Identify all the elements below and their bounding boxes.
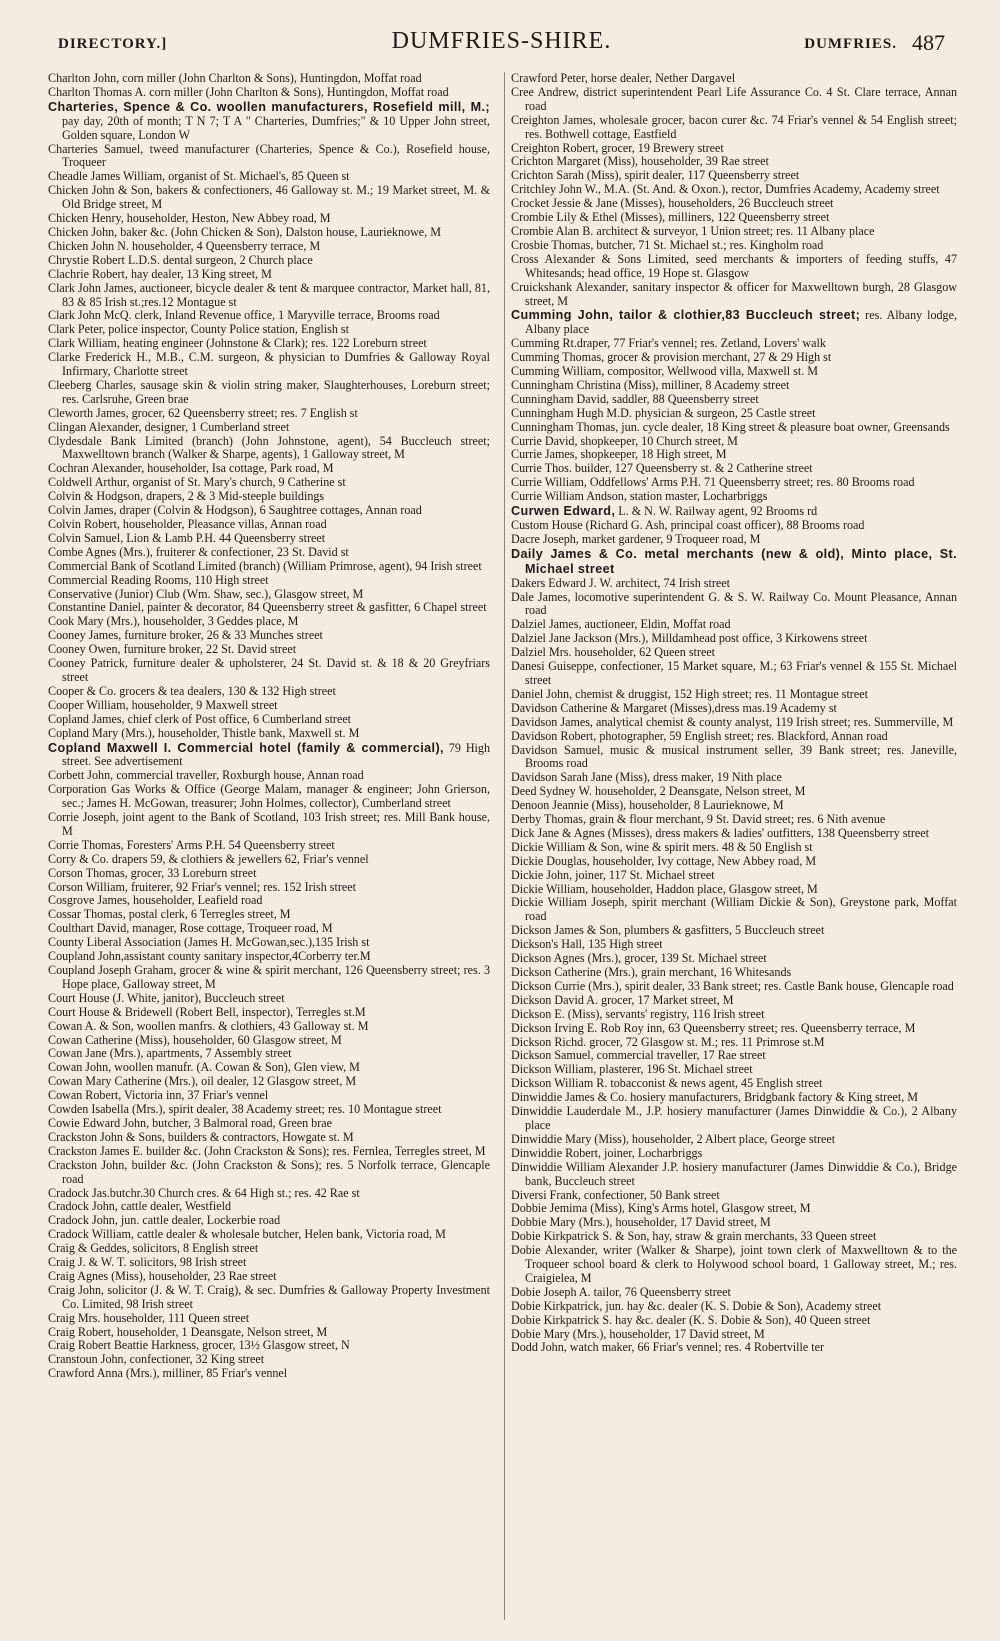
directory-entry: Cradock Jas.butchr.30 Church cres. & 64 High st.; res. 42 Rae st (48, 1185, 360, 1200)
directory-entry: Craig J. & W. T. solicitors, 98 Irish street (48, 1255, 247, 1270)
directory-entry: Davidson Samuel, music & musical instrument seller, 39 Bank street; res. Janeville, Brooms road (511, 742, 957, 771)
directory-entry: Cleworth James, grocer, 62 Queensberry street; res. 7 English st (48, 405, 358, 420)
directory-entry: Clachrie Robert, hay dealer, 13 King street, M (48, 266, 272, 281)
directory-entry: Davidson Robert, photographer, 59 English street; res. Blackford, Annan road (511, 728, 888, 743)
directory-entry: Clydesdale Bank Limited (branch) (John Johnstone, agent), 54 Buccleuch street; Maxwelltown branch (Walker & Sharpe, agents), 1 Galloway street, M (48, 433, 490, 462)
directory-entry: Corrie Thomas, Foresters' Arms P.H. 54 Queensberry street (48, 837, 335, 852)
directory-entry: Crawford Peter, horse dealer, Nether Dargavel (511, 71, 736, 85)
directory-entry: Cunningham David, saddler, 88 Queensberry street (511, 391, 759, 406)
directory-entry: Daniel John, chemist & druggist, 152 High street; res. 11 Montague street (511, 686, 868, 701)
directory-entry: Colvin Samuel, Lion & Lamb P.H. 44 Queensberry street (48, 530, 326, 545)
directory-entry: Davidson Catherine & Margaret (Misses),dress mas.19 Academy st (511, 700, 837, 715)
directory-entry: Dobie Alexander, writer (Walker & Sharpe), joint town clerk of Maxwelltown & to the Troqueer school board & clerk to Holywood school board, 1 Galloway street, M.; res. Craigielea, M (511, 1243, 957, 1285)
directory-entry: Clark John McQ. clerk, Inland Revenue office, 1 Maryville terrace, Brooms road (48, 308, 440, 323)
directory-entry: Derby Thomas, grain & flour merchant, 9 St. David street; res. 6 Nith avenue (511, 812, 886, 827)
directory-entry: Cunningham Hugh M.D. physician & surgeon, 25 Castle street (511, 405, 816, 420)
directory-entry: Corbett John, commercial traveller, Roxburgh house, Annan road (48, 768, 364, 783)
directory-entry: Dickson William, plasterer, 196 St. Michael street (511, 1062, 753, 1077)
entry-details: pay day, 20th of month; T N 7; T A " Charteries, Dumfries;" & 10 Upper John street, Golden square, London W (62, 113, 490, 142)
directory-entry: Dalziel Mrs. householder, 62 Queen street (511, 645, 716, 660)
directory-entry: Currie James, shopkeeper, 18 High street, M (511, 447, 727, 462)
directory-entry: Clark Peter, police inspector, County Police station, English st (48, 322, 349, 337)
directory-entry: Chicken John N. householder, 4 Queensberry terrace, M (48, 238, 321, 253)
directory-entry (48, 100, 490, 143)
directory-entry: Dickie William, householder, Haddon place, Glasgow street, M (511, 881, 818, 896)
directory-entry: Constantine Daniel, painter & decorator, 84 Queensberry street & gasfitter, 6 Chapel street (48, 600, 487, 615)
directory-entry (511, 308, 957, 337)
directory-entry: Coulthart David, manager, Rose cottage, Troqueer road, M (48, 921, 333, 936)
directory-entry: Crombie Lily & Ethel (Misses), milliners, 122 Queensberry street (511, 210, 830, 225)
directory-entry: Cheadle James William, organist of St. Michael's, 85 Queen st (48, 169, 350, 184)
directory-entry: Cooney James, furniture broker, 26 & 33 Munches street (48, 628, 323, 643)
directory-entry: Cooney Owen, furniture broker, 22 St. David street (48, 642, 297, 657)
directory-entry: Dickson's Hall, 135 High street (511, 937, 663, 952)
directory-entry: Cooper & Co. grocers & tea dealers, 130 & 132 High street (48, 683, 336, 698)
directory-entry: Davidson Sarah Jane (Miss), dress maker, 19 Nith place (511, 770, 782, 785)
directory-entry: Coldwell Arthur, organist of St. Mary's church, 9 Catherine st (48, 475, 346, 490)
directory-entry: Denoon Jeannie (Miss), householder, 8 Laurieknowe, M (511, 798, 784, 813)
directory-entry: Conservative (Junior) Club (Wm. Shaw, sec.), Glasgow street, M (48, 586, 364, 601)
directory-entry: Charlton John, corn miller (John Charlton & Sons), Huntingdon, Moffat road (48, 71, 422, 85)
directory-entry: Corson William, fruiterer, 92 Friar's vennel; res. 152 Irish street (48, 879, 356, 894)
directory-entry: Chicken Henry, householder, Heston, New Abbey road, M (48, 211, 331, 226)
directory-entry: Dobie Kirkpatrick S. & Son, hay, straw & grain merchants, 33 Queen street (511, 1229, 877, 1244)
directory-entry: Dobie Kirkpatrick, jun. hay &c. dealer (K. S. Dobie & Son), Academy street (511, 1298, 882, 1313)
entry-name-bold: Charteries, Spence & Co. woollen manufacturers, Rosefield mill, M.; (48, 99, 490, 114)
directory-entry: Cowan John, woollen manufr. (A. Cowan & Son), Glen view, M (48, 1060, 360, 1075)
directory-entry: Corry & Co. drapers 59, & clothiers & jewellers 62, Friar's vennel (48, 851, 369, 866)
directory-entry: Dickson William R. tobacconist & news agent, 45 English street (511, 1076, 823, 1091)
directory-entry: Dobbie Mary (Mrs.), householder, 17 David street, M (511, 1215, 771, 1230)
directory-entry: Colvin & Hodgson, drapers, 2 & 3 Mid-steeple buildings (48, 489, 325, 504)
directory-entry: Clark John James, auctioneer, bicycle dealer & tent & marquee contractor, Market hall, 81, 83 & 85 Irish st.;res.12 Montague st (48, 280, 490, 309)
directory-entry: Dickson Samuel, commercial traveller, 17 Rae street (511, 1048, 766, 1063)
directory-entry: Commercial Bank of Scotland Limited (branch) (William Primrose, agent), 94 Irish street (48, 558, 482, 573)
directory-entry: Craig John, solicitor (J. & W. T. Craig), & sec. Dumfries & Galloway Property Investment Co. Limited, 98 Irish street (48, 1282, 490, 1311)
directory-entry: Cree Andrew, district superintendent Pearl Life Assurance Co. 4 St. Clare terrace, Annan road (511, 84, 957, 113)
directory-entry: Corson Thomas, grocer, 33 Loreburn street (48, 865, 257, 880)
directory-entry: Cowan A. & Son, woollen manfrs. & clothiers, 43 Galloway st. M (48, 1018, 369, 1033)
directory-entry: Dickie Douglas, householder, Ivy cottage, New Abbey road, M (511, 853, 817, 868)
directory-entry: Cowan Jane (Mrs.), apartments, 7 Assembly street (48, 1046, 292, 1061)
directory-entry: Dalziel Jane Jackson (Mrs.), Milldamhead post office, 3 Kirkowens street (511, 631, 868, 646)
directory-entry: Dodd John, watch maker, 66 Friar's vennel; res. 4 Robertville ter (511, 1340, 825, 1355)
directory-entry: Dinwiddie William Alexander J.P. hosiery manufacturer (James Dinwiddie & Co.), Bridge bank, Buccleuch street (511, 1159, 957, 1188)
directory-entry: Creighton James, wholesale grocer, bacon curer &c. 74 Friar's vennel & 54 English street; res. Bothwell cottage, Eastfield (511, 112, 957, 141)
directory-entry: Dinwiddie Mary (Miss), householder, 2 Albert place, George street (511, 1131, 836, 1146)
directory-entry: Dickson E. (Miss), servants' registry, 116 Irish street (511, 1006, 765, 1021)
left-column (48, 72, 490, 1381)
directory-entry: Craig Agnes (Miss), householder, 23 Rae street (48, 1268, 277, 1283)
directory-entry: Dacre Joseph, market gardener, 9 Troqueer road, M (511, 531, 761, 546)
directory-entry: Cunningham Christina (Miss), milliner, 8 Academy street (511, 377, 790, 392)
directory-entry: Critchley John W., M.A. (St. And. & Oxon.), rector, Dumfries Academy, Academy street (511, 182, 940, 197)
directory-entry: Dickie William & Son, wine & spirit mers. 48 & 50 English st (511, 839, 813, 854)
entry-name-bold: Cumming John, tailor & clothier,83 Buccleuch street; (511, 308, 861, 323)
directory-entry: Cochran Alexander, householder, Isa cottage, Park road, M (48, 461, 334, 476)
directory-entry: Cruickshank Alexander, sanitary inspector & officer for Maxwelltown burgh, 28 Glasgow street, M (511, 279, 957, 308)
directory-entry: Custom House (Richard G. Ash, principal coast officer), 88 Brooms road (511, 518, 865, 532)
directory-entry: Crosbie Thomas, butcher, 71 St. Michael st.; res. Kingholm road (511, 237, 824, 252)
directory-entry: Cooney Patrick, furniture dealer & upholsterer, 24 St. David st. & 18 & 20 Greyfriars street (48, 656, 490, 684)
directory-entry: Dickson Currie (Mrs.), spirit dealer, 33 Bank street; res. Castle Bank house, Glencaple road (511, 978, 954, 993)
directory-entry: Charteries Samuel, tweed manufacturer (Charteries, Spence & Co.), Rosefield house, Troqueer (48, 141, 490, 170)
directory-entry: Charlton Thomas A. corn miller (John Charlton & Sons), Huntingdon, Moffat road (48, 84, 449, 99)
directory-entry: Dickie William Joseph, spirit merchant (William Dickie & Son), Greystone park, Moffat road (511, 895, 957, 924)
directory-entry: Diversi Frank, confectioner, 50 Bank street (511, 1187, 720, 1202)
directory-entry: Court House (J. White, janitor), Buccleuch street (48, 990, 285, 1005)
directory-entry: Dickie John, joiner, 117 St. Michael street (511, 867, 715, 882)
header-town-label: DUMFRIES. (804, 36, 897, 52)
directory-entry: Cook Mary (Mrs.), householder, 3 Geddes place, M (48, 614, 299, 629)
directory-entry: Currie Thos. builder, 127 Queensberry st. & 2 Catherine street (511, 461, 813, 476)
directory-entry: Cossar Thomas, postal clerk, 6 Terregles street, M (48, 907, 291, 922)
directory-entry: Crocket Jessie & Jane (Misses), householders, 26 Buccleuch street (511, 196, 834, 211)
directory-entry: Cradock William, cattle dealer & wholesale butcher, Helen bank, Victoria road, M (48, 1227, 446, 1242)
directory-entry: Currie William Andson, station master, Locharbriggs (511, 489, 768, 504)
directory-entry: Cleeberg Charles, sausage skin & violin string maker, Slaughterhouses, Loreburn street; res. Carlsruhe, Green brae (48, 377, 490, 406)
directory-entry: Colvin Robert, householder, Pleasance villas, Annan road (48, 517, 327, 531)
directory-entry: Craig Mrs. householder, 111 Queen street (48, 1310, 250, 1325)
directory-entry: Cowan Robert, Victoria inn, 37 Friar's vennel (48, 1088, 269, 1103)
header-county-title: DUMFRIES-SHIRE. (391, 28, 612, 54)
directory-entry: Dobie Joseph A. tailor, 76 Queensberry street (511, 1284, 731, 1299)
directory-entry: Colvin James, draper (Colvin & Hodgson), 6 Saughtree cottages, Annan road (48, 503, 422, 518)
directory-entry: Cooper William, householder, 9 Maxwell street (48, 697, 278, 712)
directory-entry: Crackston John, builder &c. (John Crackston & Sons); res. 5 Norfolk terrace, Glencaple road (48, 1157, 490, 1186)
directory-entry: Chicken John & Son, bakers & confectioners, 46 Galloway st. M.; 19 Market street, M. & Old Bridge street, M (48, 183, 490, 212)
directory-entry: Cradock John, cattle dealer, Westfield (48, 1199, 232, 1214)
directory-entry: Cosgrove James, householder, Leafield road (48, 893, 263, 908)
directory-entry: Corrie Joseph, joint agent to the Bank of Scotland, 103 Irish street; res. Mill Bank house, M (48, 810, 490, 838)
directory-entry: Dinwiddie Lauderdale M., J.P. hosiery manufacturer (James Dinwiddie & Co.), 2 Albany place (511, 1104, 957, 1132)
directory-entry: Dalziel James, auctioneer, Eldin, Moffat road (511, 617, 731, 632)
directory-entry: Creighton Robert, grocer, 19 Brewery street (511, 140, 724, 155)
directory-entry: Craig Robert, householder, 1 Deansgate, Nelson street, M (48, 1324, 328, 1339)
directory-entry: Cumming Thomas, grocer & provision merchant, 27 & 29 High st (511, 350, 832, 365)
directory-entry: Cumming William, compositor, Wellwood villa, Maxwell st. M (511, 364, 818, 379)
entry-name-bold: Curwen Edward, (511, 504, 616, 519)
directory-entry: Cross Alexander & Sons Limited, seed merchants & importers of feeding stuffs, 47 Whitesands; head office, 19 Hope st. Glasgow (511, 251, 957, 280)
entry-details: 79 High street. See advertisement (62, 740, 491, 769)
directory-entry: Cowie Edward John, butcher, 3 Balmoral road, Green brae (48, 1115, 332, 1130)
directory-entry: Combe Agnes (Mrs.), fruiterer & confectioner, 23 St. David st (48, 544, 349, 559)
directory-entry: Copland James, chief clerk of Post office, 6 Cumberland street (48, 711, 352, 726)
entry-details: L. & N. W. Railway agent, 92 Brooms rd (615, 504, 818, 519)
directory-entry: Dickson David A. grocer, 17 Market street, M (511, 992, 734, 1007)
directory-entry: Copland Mary (Mrs.), householder, Thistle bank, Maxwell st. M (48, 725, 360, 740)
directory-entry: Dakers Edward J. W. architect, 74 Irish street (511, 575, 730, 590)
header-section-label: DIRECTORY.] (58, 36, 168, 52)
directory-entry: Dale James, locomotive superintendent G. & S. W. Railway Co. Mount Pleasance, Annan road (511, 589, 957, 618)
directory-entry: Clarke Frederick H., M.B., C.M. surgeon, & physician to Dumfries & Galloway Royal Infirmary, Charlotte street (48, 350, 490, 379)
directory-entry: Cowan Catherine (Miss), householder, 60 Glasgow street, M (48, 1032, 342, 1047)
directory-entry: Dickson Richd. grocer, 72 Glasgow st. M.; res. 11 Primrose st.M (511, 1034, 825, 1049)
directory-entry: Clingan Alexander, designer, 1 Cumberland street (48, 419, 290, 434)
directory-entry: Chrystie Robert L.D.S. dental surgeon, 2 Church place (48, 252, 313, 267)
directory-entry: Deed Sydney W. householder, 2 Deansgate, Nelson street, M (511, 784, 806, 799)
directory-entry (511, 547, 957, 577)
directory-entry: Crackston James E. builder &c. (John Crackston & Sons); res. Fernlea, Terregles street, M (48, 1143, 486, 1158)
directory-entry: Dobie Mary (Mrs.), householder, 17 David street, M (511, 1326, 765, 1341)
right-column (504, 72, 957, 1620)
directory-entry: Dobbie Jemima (Miss), King's Arms hotel, Glasgow street, M (511, 1201, 811, 1216)
directory-entry: Dinwiddie James & Co. hosiery manufacturers, Bridgbank factory & King street, M (511, 1090, 919, 1105)
directory-entry: Crackston John & Sons, builders & contractors, Howgate st. M (48, 1129, 354, 1144)
directory-entry: Dickson Agnes (Mrs.), grocer, 139 St. Michael street (511, 951, 767, 966)
directory-entry: Coupland Joseph Graham, grocer & wine & spirit merchant, 126 Queensberry street; res. 3 Hope place, Galloway street, M (48, 963, 490, 991)
entry-name-bold: Copland Maxwell I. Commercial hotel (family & commercial), (48, 740, 444, 755)
directory-entry: Dickson Catherine (Mrs.), grain merchant, 16 Whitesands (511, 965, 792, 979)
page-header (58, 28, 945, 58)
directory-entry: Cunningham Thomas, jun. cycle dealer, 18 King street & pleasure boat owner, Greensands (511, 419, 950, 434)
directory-entry: Dobie Kirkpatrick S. hay &c. dealer (K. S. Dobie & Son), 40 Queen street (511, 1312, 871, 1327)
directory-entry: Craig Robert Beattie Harkness, grocer, 13½ Glasgow street, N (48, 1338, 350, 1353)
directory-entry: Craig & Geddes, solicitors, 8 English street (48, 1241, 259, 1256)
directory-entry: Crawford Anna (Mrs.), milliner, 85 Friar's vennel (48, 1366, 288, 1381)
directory-entry: Cranstoun John, confectioner, 32 King street (48, 1352, 265, 1367)
directory-entry (511, 504, 957, 519)
directory-entry: Coupland John,assistant county sanitary inspector,4Corberry ter.M (48, 949, 371, 964)
directory-entry: Crombie Alan B. architect & surveyor, 1 Union street; res. 11 Albany place (511, 223, 875, 238)
directory-entry (48, 741, 490, 770)
directory-entry: Clark William, heating engineer (Johnstone & Clark); res. 122 Loreburn street (48, 336, 427, 351)
directory-entry: Currie David, shopkeeper, 10 Church street, M (511, 433, 738, 448)
directory-entry: Chicken John, baker &c. (John Chicken & Son), Dalston house, Laurieknowe, M (48, 224, 441, 239)
directory-entry: Cowan Mary Catherine (Mrs.), oil dealer, 12 Glasgow street, M (48, 1074, 357, 1089)
directory-entry: Davidson James, analytical chemist & county analyst, 119 Irish street; res. Summerville, M (511, 714, 954, 729)
entry-details: res. Albany lodge, Albany place (525, 308, 957, 337)
directory-entry: Danesi Guiseppe, confectioner, 15 Market square, M.; 63 Friar's vennel & 155 St. Michael street (511, 659, 957, 687)
directory-entry: Crichton Margaret (Miss), householder, 39 Rae street (511, 154, 769, 169)
directory-entry: Dick Jane & Agnes (Misses), dress makers & ladies' outfitters, 138 Queensberry street (511, 825, 929, 840)
directory-entry: Cowden Isabella (Mrs.), spirit dealer, 38 Academy street; res. 10 Montague street (48, 1102, 442, 1117)
directory-entry: Commercial Reading Rooms, 110 High street (48, 572, 269, 587)
directory-entry: Currie William, Oddfellows' Arms P.H. 71 Queensberry street; res. 80 Brooms road (511, 475, 915, 490)
entry-name-bold: Daily James & Co. metal merchants (new & old), Minto place, St. Michael street (511, 546, 957, 576)
directory-entry: Corporation Gas Works & Office (George Malam, manager & engineer; John Grierson, sec.; James H. McGowan, treasurer; John Holmes, collector), Cumberland street (48, 782, 490, 811)
directory-entry: Dickson James & Son, plumbers & gasfitters, 5 Buccleuch street (511, 923, 825, 938)
directory-entry: Court House & Bridewell (Robert Bell, inspector), Terregles st.M (48, 1004, 366, 1019)
page-number: 487 (912, 30, 945, 55)
directory-entry: Crichton Sarah (Miss), spirit dealer, 117 Queensberry street (511, 168, 800, 183)
directory-entry: Cumming Rt.draper, 77 Friar's vennel; res. Zetland, Lovers' walk (511, 336, 826, 351)
directory-entry: Cradock John, jun. cattle dealer, Lockerbie road (48, 1213, 281, 1228)
directory-entry: County Liberal Association (James H. McGowan,sec.),135 Irish st (48, 935, 370, 950)
directory-entry: Dinwiddie Robert, joiner, Locharbriggs (511, 1145, 703, 1160)
directory-entry: Dickson Irving E. Rob Roy inn, 63 Queensberry street; res. Queensberry terrace, M (511, 1020, 916, 1035)
